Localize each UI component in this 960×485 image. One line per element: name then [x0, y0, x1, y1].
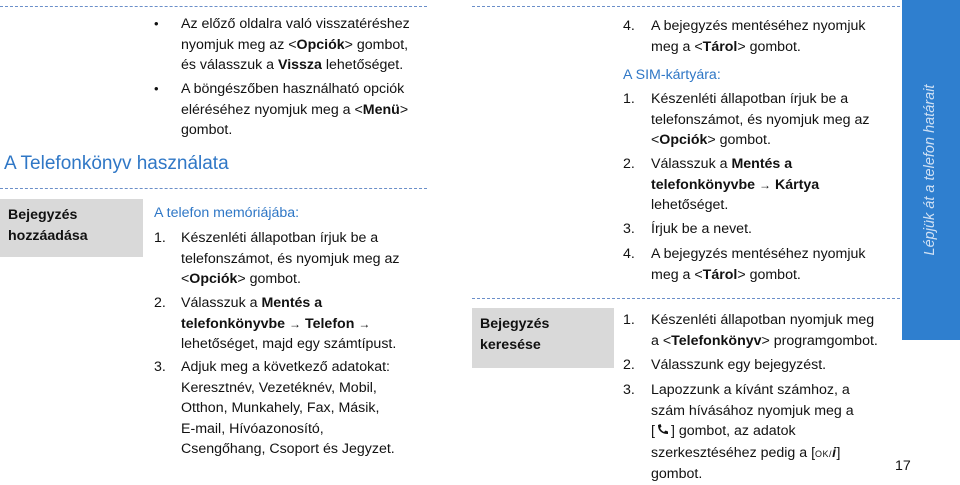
bullet-menu	[181, 79, 431, 141]
bullet-back-line2: nyomjuk meg az <Opciók> gombot,	[181, 36, 409, 53]
step-line: telefonszámot, és nyomjuk meg az	[651, 111, 870, 128]
step-line: Keresztnév, Vezetéknév, Mobil,	[181, 379, 377, 396]
sim-step-4-number: 4.	[623, 246, 635, 262]
subheading-phone-memory: A telefon memóriájába:	[154, 205, 300, 221]
arrow-icon: →	[289, 316, 302, 331]
search-divider	[472, 298, 900, 299]
step-line: Válasszuk a Mentés a	[181, 295, 323, 311]
step-line: <Opciók> gombot.	[181, 271, 301, 287]
bullet-back-line3: és válasszuk a Vissza lehetőséget.	[181, 57, 404, 73]
search-step-2-number: 2.	[623, 357, 635, 373]
step-1-number: 1.	[154, 230, 166, 246]
step-line: Csengőhang, Csoport és Jegyzet.	[181, 441, 395, 457]
step-line: Adjuk meg a következő adatokat:	[181, 359, 390, 375]
bullet-menu-line1: A böngészőben használható opciók	[181, 81, 405, 97]
sim-step-1-number: 1.	[623, 91, 635, 107]
search-step-1-number: 1.	[623, 312, 635, 328]
step-4-number: 4.	[623, 18, 635, 34]
step-4	[651, 16, 901, 57]
search-step-3-number: 3.	[623, 382, 635, 398]
step-line: lehetőséget.	[651, 197, 729, 213]
page-number: 17	[895, 458, 911, 474]
step-line: telefonkönyvbe → Telefon →	[181, 315, 371, 332]
bullet-menu-line2: eléréséhez nyomjuk meg a <Menü>	[181, 101, 409, 118]
step-line: Lapozzunk a kívánt számhoz, a	[651, 382, 850, 398]
heading-divider	[0, 188, 427, 189]
step-line: lehetőséget, majd egy számtípust.	[181, 336, 397, 352]
section-label-line2: keresése	[480, 336, 541, 353]
top-divider-left	[0, 6, 427, 7]
section-label-line2: hozzáadása	[8, 227, 88, 244]
step-2	[181, 293, 431, 355]
step-line: Készenléti állapotban írjuk be a	[181, 230, 379, 246]
step-line: A bejegyzés mentéséhez nyomjuk	[651, 246, 866, 262]
step-line: <Opciók> gombot.	[651, 132, 771, 148]
step-line: Otthon, Munkahely, Fax, Másik,	[181, 400, 380, 416]
step-line: telefonkönyvbe → Kártya	[651, 176, 820, 193]
step-2-number: 2.	[154, 295, 166, 311]
step-line: Válasszuk a Mentés a	[651, 156, 793, 172]
sim-step-2	[651, 154, 901, 216]
search-step-1	[651, 310, 901, 351]
section-label-line1: Bejegyzés	[8, 207, 78, 223]
page-heading: A Telefonkönyv használata	[4, 153, 229, 174]
section-label-line1: Bejegyzés	[480, 316, 550, 332]
bullet-menu-line3: gombot.	[181, 122, 233, 138]
step-1	[181, 228, 431, 290]
step-line: szám hívásához nyomjuk meg a	[651, 402, 854, 419]
ok-key-icon: OK/i	[815, 443, 837, 460]
step-3	[181, 357, 431, 460]
sim-step-3-number: 3.	[623, 221, 635, 237]
step-line: telefonszámot, és nyomjuk meg az	[181, 250, 400, 267]
step-line: meg a <Tárol> gombot.	[651, 38, 801, 55]
step-line: gombot.	[651, 466, 703, 482]
search-step-3	[651, 380, 901, 485]
search-step-2: Válasszunk egy bejegyzést.	[651, 357, 827, 373]
sim-step-4	[651, 244, 901, 285]
bullet-back	[181, 14, 431, 76]
step-3-number: 3.	[154, 359, 166, 375]
arrow-icon: →	[759, 177, 772, 192]
step-line: a <Telefonkönyv> programgombot.	[651, 332, 878, 349]
subheading-sim: A SIM-kártyára:	[623, 67, 721, 83]
sim-step-3: Írjuk be a nevet.	[651, 221, 752, 237]
sim-step-1	[651, 89, 901, 151]
sim-step-2-number: 2.	[623, 156, 635, 172]
side-tab-text: Lépjük át a telefon határait	[921, 84, 938, 256]
section-label-add-entry	[0, 199, 143, 257]
top-divider-right	[472, 6, 900, 7]
step-line: Készenléti állapotban írjuk be a	[651, 91, 849, 107]
call-key-icon	[656, 423, 670, 436]
bullet-dot: •	[154, 81, 159, 96]
step-line: E-mail, Hívóazonosító,	[181, 420, 324, 437]
bullet-back-line1: Az előző oldalra való visszatéréshez	[181, 16, 410, 32]
step-line: [ ] gombot, az adatok	[651, 423, 796, 439]
step-line: A bejegyzés mentéséhez nyomjuk	[651, 18, 866, 34]
step-line: szerkesztéséhez pedig a [OK/i]	[651, 443, 841, 461]
step-line: Készenléti állapotban nyomjuk meg	[651, 312, 875, 328]
bullet-dot: •	[154, 16, 159, 31]
section-label-search-entry	[472, 308, 614, 368]
arrow-icon: →	[358, 316, 371, 331]
step-line: meg a <Tárol> gombot.	[651, 266, 801, 283]
